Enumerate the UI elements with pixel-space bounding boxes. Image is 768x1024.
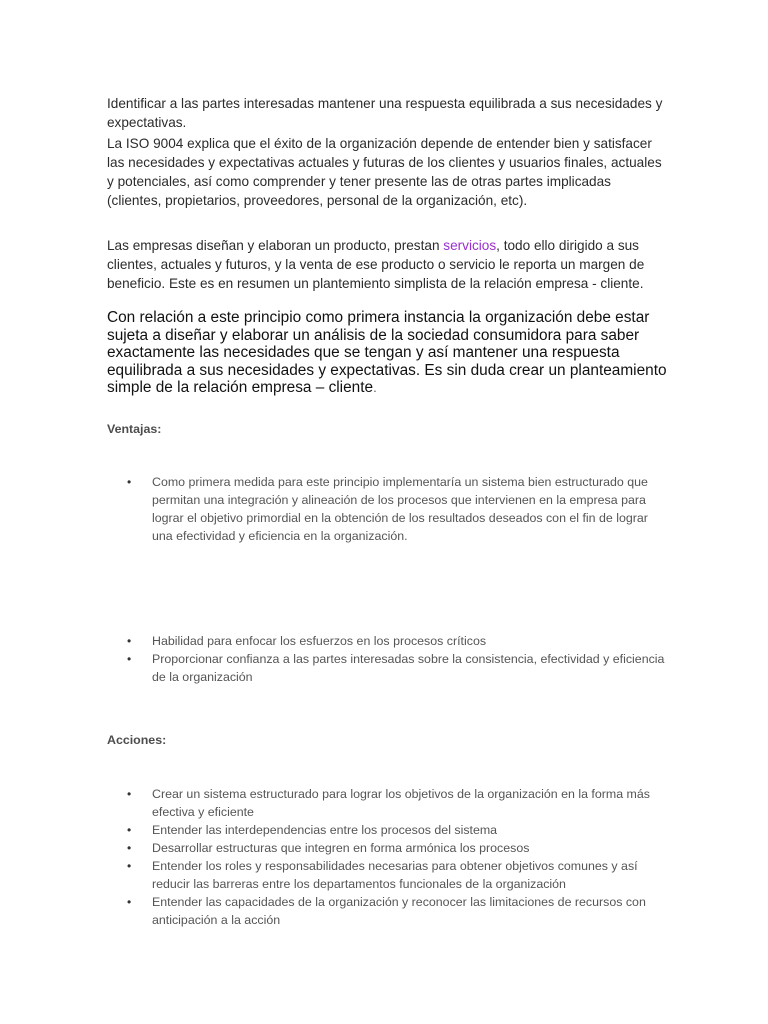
list-item [107, 821, 667, 839]
bullet-icon: • [127, 823, 132, 837]
list-item-text: Entender las interdependencias entre los procesos del sistema [152, 823, 498, 837]
list-item-text: Crear un sistema estructurado para lograr los objetivos de la organización en la forma más efectiva y eficiente [152, 787, 650, 819]
list-item-text: Como primera medida para este principio implementaría un sistema bien estructurado que permitan una integración y alineación de los procesos que intervienen en la empresa para lograr el objetivo primordial en la obtención de los resultados deseados con el fin de lograr una efectividad y eficiencia en la organización. [152, 475, 648, 543]
list-item [107, 839, 667, 857]
bullet-icon: • [127, 841, 132, 855]
relacion-paragraph [107, 309, 667, 397]
bullet-icon: • [127, 787, 132, 801]
acciones-list [107, 785, 667, 929]
ventajas-list-1 [107, 473, 667, 545]
empresas-text-before: Las empresas diseñan y elaboran un producto, prestan [107, 238, 444, 253]
ventajas-heading: Ventajas: [107, 422, 162, 436]
list-item-text: Desarrollar estructuras que integren en forma armónica los procesos [152, 841, 530, 855]
list-item-text: Entender los roles y responsabilidades necesarias para obtener objetivos comunes y así reducir las barreras entre los departamentos funcionales de la organización [152, 859, 638, 891]
list-item [107, 473, 667, 545]
list-item-text: Proporcionar confianza a las partes interesadas sobre la consistencia, efectividad y eficiencia de la organización [152, 652, 665, 684]
iso-9004-paragraph: La ISO 9004 explica que el éxito de la organización depende de entender bien y satisfacer las necesidades y expectativas actuales y futuras de los clientes y usuarios finales, actuales y potenciales, así como comprender y tener presente las de otras partes implicadas (clientes, propietarios, proveedores, personal de la organización, etc). [107, 136, 662, 208]
list-item [107, 857, 667, 893]
bullet-icon: • [127, 859, 132, 873]
bullet-icon: • [127, 634, 132, 648]
empresas-text-after: , todo ello dirigido a sus clientes, actuales y futuros, y la venta de ese producto o servicio le reporta un margen de beneficio. Este es en resumen un plantemiento simplista de la relación empresa - cliente. [107, 238, 645, 291]
ventajas-list-2 [107, 632, 667, 686]
acciones-heading: Acciones: [107, 733, 167, 747]
relacion-end: . [373, 380, 377, 396]
list-item [107, 650, 667, 686]
bullet-icon: • [127, 652, 132, 666]
bullet-icon: • [127, 475, 132, 489]
servicios-link[interactable]: servicios [443, 238, 497, 253]
list-item [107, 632, 667, 650]
list-item [107, 893, 667, 929]
bullet-icon: • [127, 895, 132, 909]
list-item-text: Habilidad para enfocar los esfuerzos en los procesos críticos [152, 634, 487, 648]
list-item [107, 785, 667, 821]
relacion-text: Con relación a este principio como primera instancia la organización debe estar sujeta a diseñar y elaborar un análisis de la sociedad consumidora para saber exactamente las necesidades que se tengan y así mantener una respuesta equilibrada a sus necesidades y expectativas. Es sin duda crear un planteamiento simple de la relación empresa – cliente [107, 309, 667, 397]
list-item-text: Entender las capacidades de la organización y reconocer las limitaciones de recursos con anticipación a la acción [152, 895, 646, 927]
intro-paragraph: Identificar a las partes interesadas mantener una respuesta equilibrada a sus necesidades y expectativas. [107, 96, 663, 130]
empresas-paragraph [107, 236, 667, 293]
